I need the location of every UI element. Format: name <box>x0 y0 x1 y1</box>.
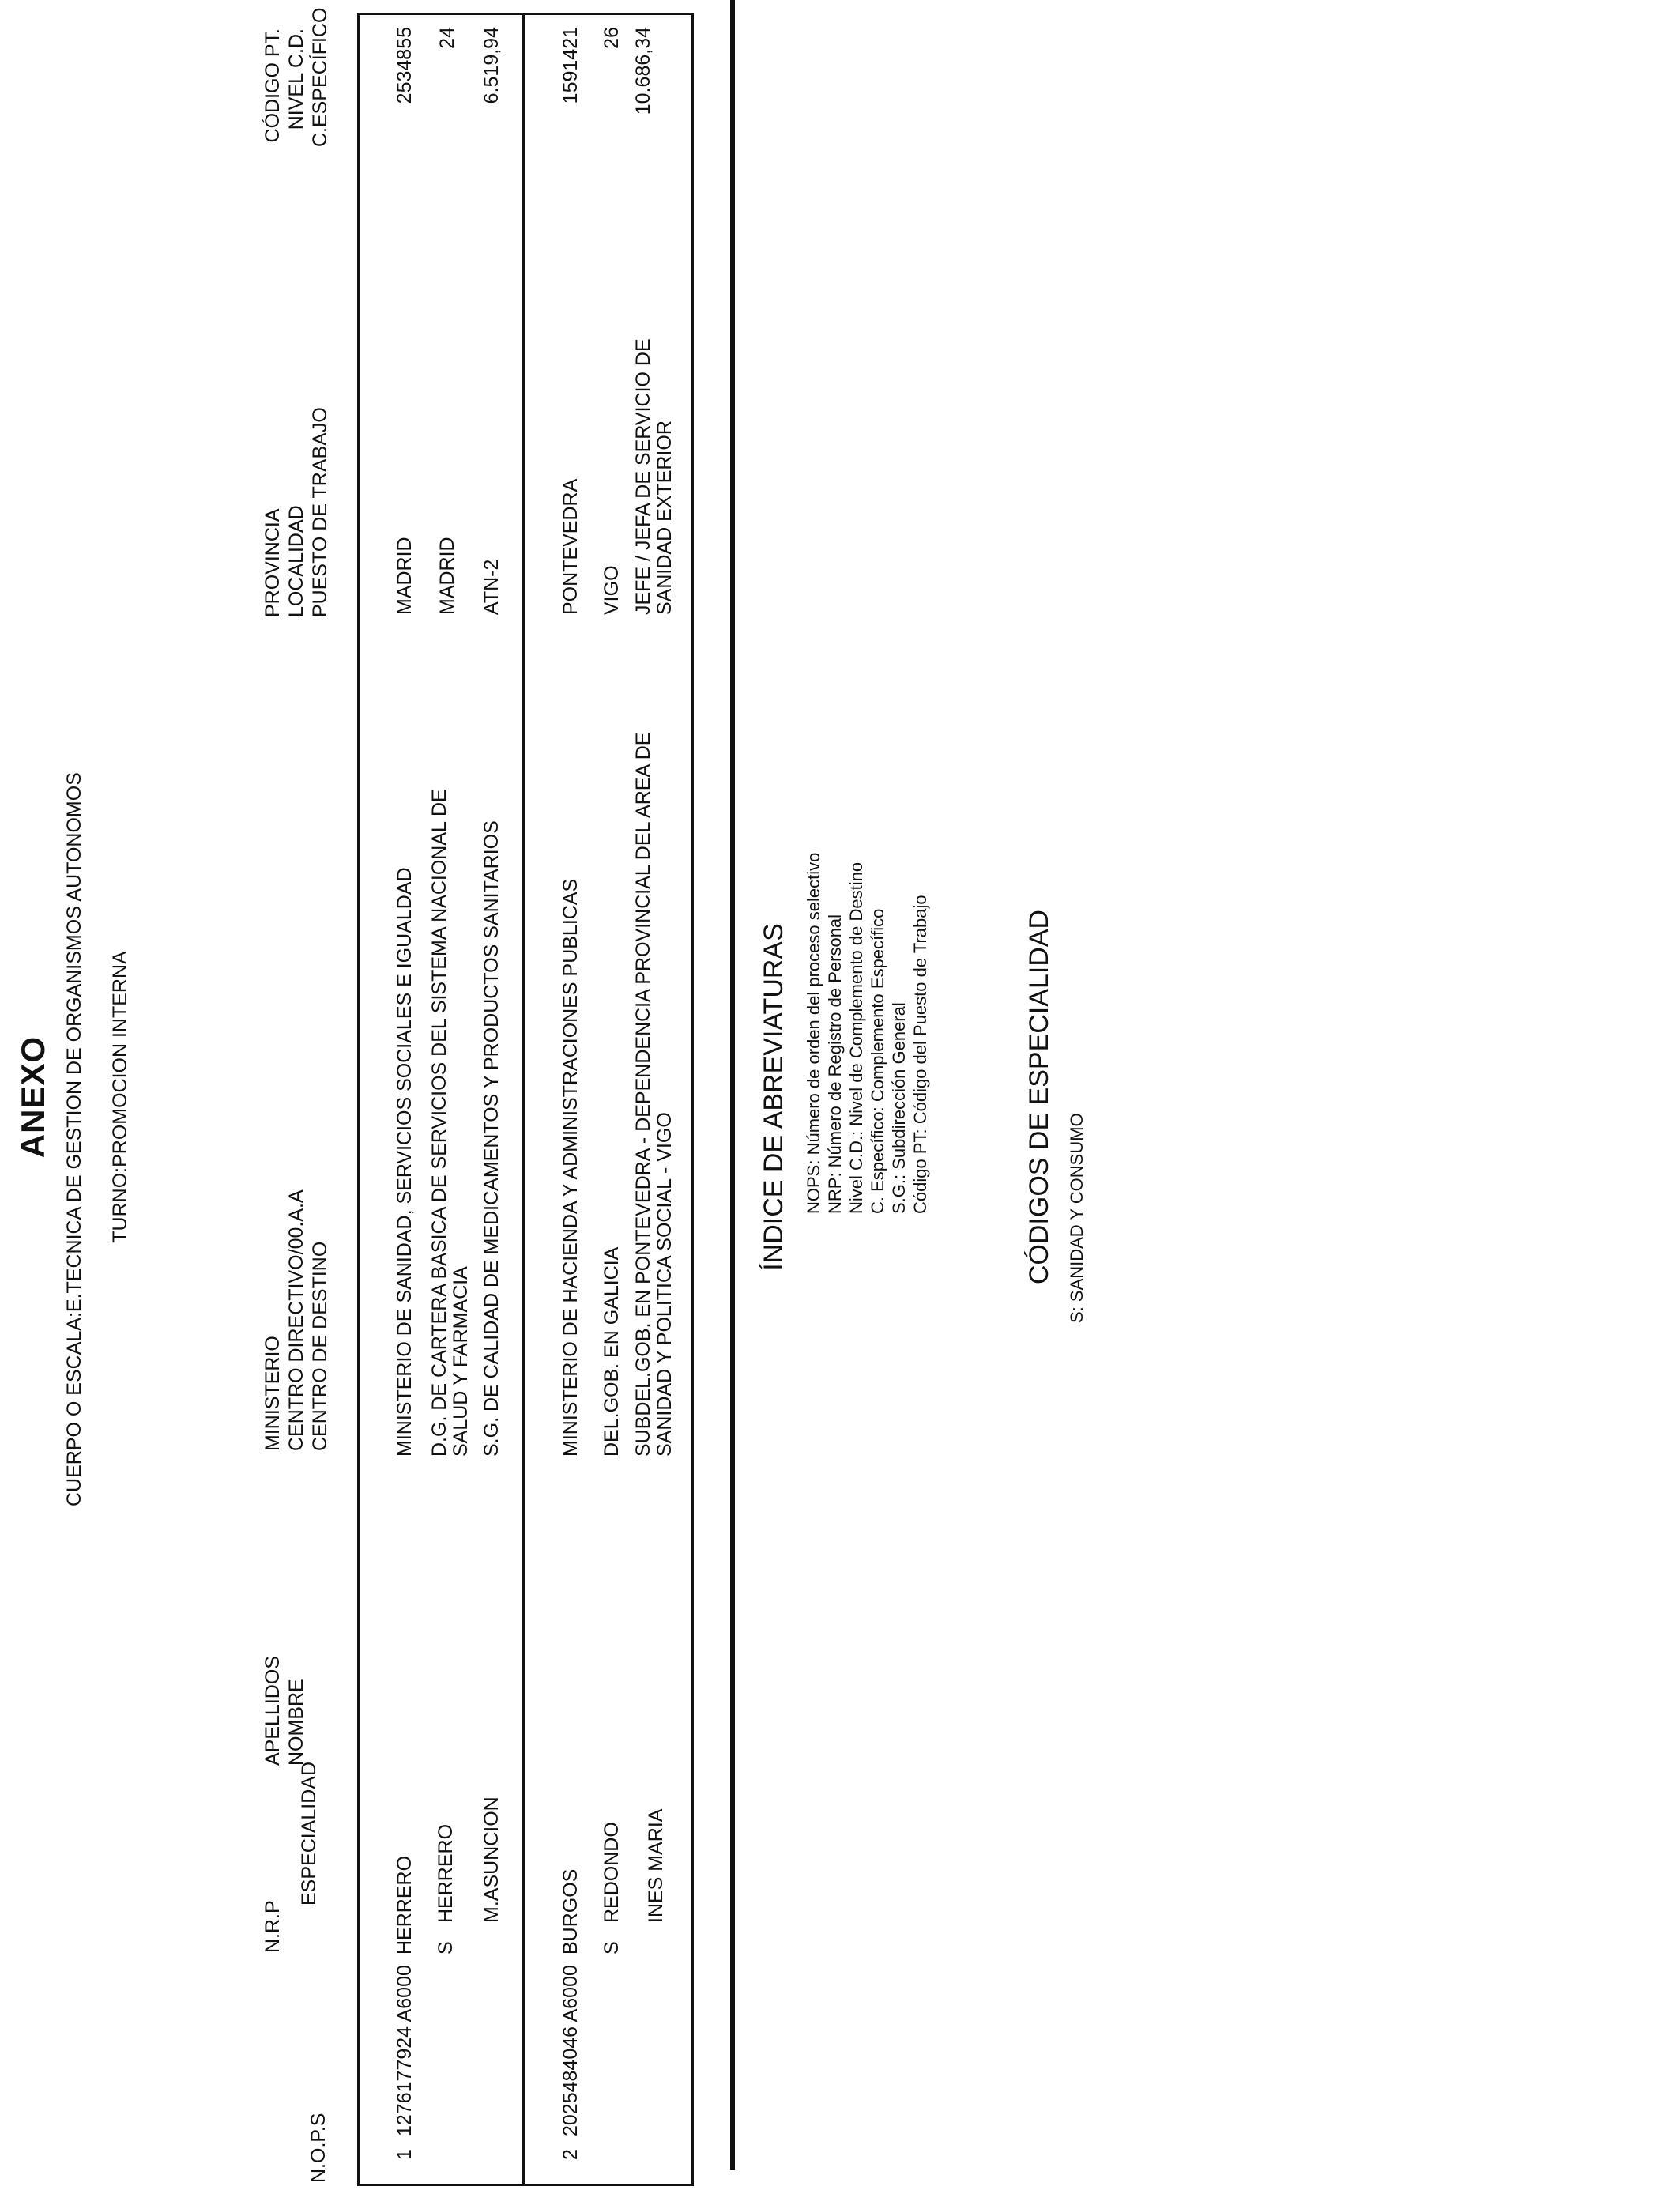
row-codigo-pt: 2534855 <box>394 27 416 104</box>
row-nivel-cd: 26 <box>601 27 623 49</box>
row-provincia: PONTEVEDRA <box>559 478 582 615</box>
row-ministerio: MINISTERIO DE HACIENDA Y ADMINISTRACIONES PUBLICAS <box>559 878 582 1457</box>
header-especialidad-label: ESPECIALIDAD <box>298 1761 320 1906</box>
row-puesto <box>633 338 676 615</box>
row-centro-directivo <box>429 789 472 1457</box>
list-item: Nivel C.D.: Nivel de Complemento de Destino <box>846 861 866 1214</box>
row-localidad: VIGO <box>601 565 623 615</box>
header-nombre-label: NOMBRE <box>285 1679 307 1766</box>
row-centro-directivo-line1: D.G. DE CARTERA BASICA DE SERVICIOS DEL SISTEMA NACIONAL DE <box>428 789 450 1457</box>
row-provincia: MADRID <box>394 537 416 615</box>
specialty-codes-title: CÓDIGOS DE ESPECIALIDAD <box>1024 909 1054 1285</box>
abbreviations-list <box>803 853 931 1214</box>
specialty-code-item: S: SANIDAD Y CONSUMO <box>1067 1113 1087 1323</box>
row-c-especifico: 6.519,94 <box>480 27 503 104</box>
row-centro-directivo: DEL.GOB. EN GALICIA <box>601 1246 623 1457</box>
header-nops <box>307 2113 330 2183</box>
header-ministerio-label: MINISTERIO <box>262 1336 284 1451</box>
header-localidad-label: LOCALIDAD <box>285 505 307 617</box>
row-centro-destino-line2: SANIDAD Y POLITICA SOCIAL - VIGO <box>654 1112 676 1457</box>
row-puesto-line1: JEFE / JEFA DE SERVICIO DE <box>632 338 654 615</box>
header-provincia <box>261 407 332 617</box>
row-apellido1: HERRERO <box>394 1855 416 1955</box>
header-ministerio <box>261 1189 332 1451</box>
header-centro-directivo-label: CENTRO DIRECTIVO/00.A.A <box>285 1189 307 1451</box>
header-nivel-cd-label: NIVEL C.D. <box>285 28 307 130</box>
header-apellidos <box>261 1656 308 1766</box>
turno: TURNO:PROMOCION INTERNA <box>109 951 131 1243</box>
row-nivel-cd: 24 <box>436 27 458 49</box>
row-especialidad: S <box>435 1941 457 1955</box>
header-centro-destino-label: CENTRO DE DESTINO <box>309 1241 331 1451</box>
list-item: S.G.: Subdirección General <box>889 1002 909 1214</box>
document-title: ANEXO <box>14 1035 51 1159</box>
row-localidad: MADRID <box>436 537 458 615</box>
row-nops: 1 <box>394 2149 416 2160</box>
row-nombre: INES MARIA <box>645 1808 667 1923</box>
row-centro-destino <box>633 733 676 1457</box>
row-centro-destino-line1: SUBDEL.GOB. EN PONTEVEDRA - DEPENDENCIA PROVINCIAL DEL AREA DE <box>632 732 654 1457</box>
abbreviations-title: ÍNDICE DE ABREVIATURAS <box>759 923 789 1271</box>
row-centro-destino: S.G. DE CALIDAD DE MEDICAMENTOS Y PRODUCTOS SANITARIOS <box>480 820 503 1457</box>
row-puesto: ATN-2 <box>480 559 503 615</box>
row-nombre: M.ASUNCION <box>480 1796 503 1923</box>
header-c-especifico-label: C.ESPECÍFICO <box>309 7 331 147</box>
header-apellidos-label: APELLIDOS <box>262 1656 284 1766</box>
row-puesto-line2: SANIDAD EXTERIOR <box>654 420 676 615</box>
row-especialidad: S <box>601 1941 623 1955</box>
header-nops-label: N.O.P.S <box>307 2113 330 2183</box>
list-item: Código PT: Código del Puesto de Trabajo <box>910 895 930 1214</box>
row-codigo-pt: 1591421 <box>559 27 582 104</box>
list-item: NOPS: Número de orden del proceso selectivo <box>804 852 823 1214</box>
row-apellido2: REDONDO <box>601 1822 623 1923</box>
header-provincia-label: PROVINCIA <box>262 508 284 617</box>
row-nrp: 2025484046 A6000 <box>559 1965 582 2136</box>
row-c-especifico: 10.686,34 <box>632 27 654 115</box>
row-centro-directivo-line2: SALUD Y FARMACIA <box>450 1266 472 1457</box>
header-nrp-label: N.R.P <box>262 1900 284 1953</box>
row-apellido1: BURGOS <box>559 1868 582 1955</box>
list-item: NRP: Número de Registro de Personal <box>825 914 845 1214</box>
header-puesto-label: PUESTO DE TRABAJO <box>309 407 331 617</box>
row-nops: 2 <box>559 2149 582 2160</box>
cuerpo-escala: CUERPO O ESCALA:E.TECNICA DE GESTION DE ORGANISMOS AUTONOMOS <box>63 772 85 1506</box>
row-apellido2: HERRERO <box>435 1823 457 1923</box>
data-table <box>357 13 694 2186</box>
row-ministerio: MINISTERIO DE SANIDAD, SERVICIOS SOCIALES E IGUALDAD <box>394 867 416 1457</box>
header-codigo <box>261 7 332 147</box>
header-codigo-pt-label: CÓDIGO PT. <box>262 28 284 143</box>
thick-rule <box>730 0 735 2170</box>
list-item: C. Específico: Complemento Específico <box>868 908 887 1214</box>
header-nrp <box>261 1762 321 1953</box>
row-nrp: 1276177924 A6000 <box>394 1965 416 2136</box>
row-divider <box>522 15 525 2184</box>
